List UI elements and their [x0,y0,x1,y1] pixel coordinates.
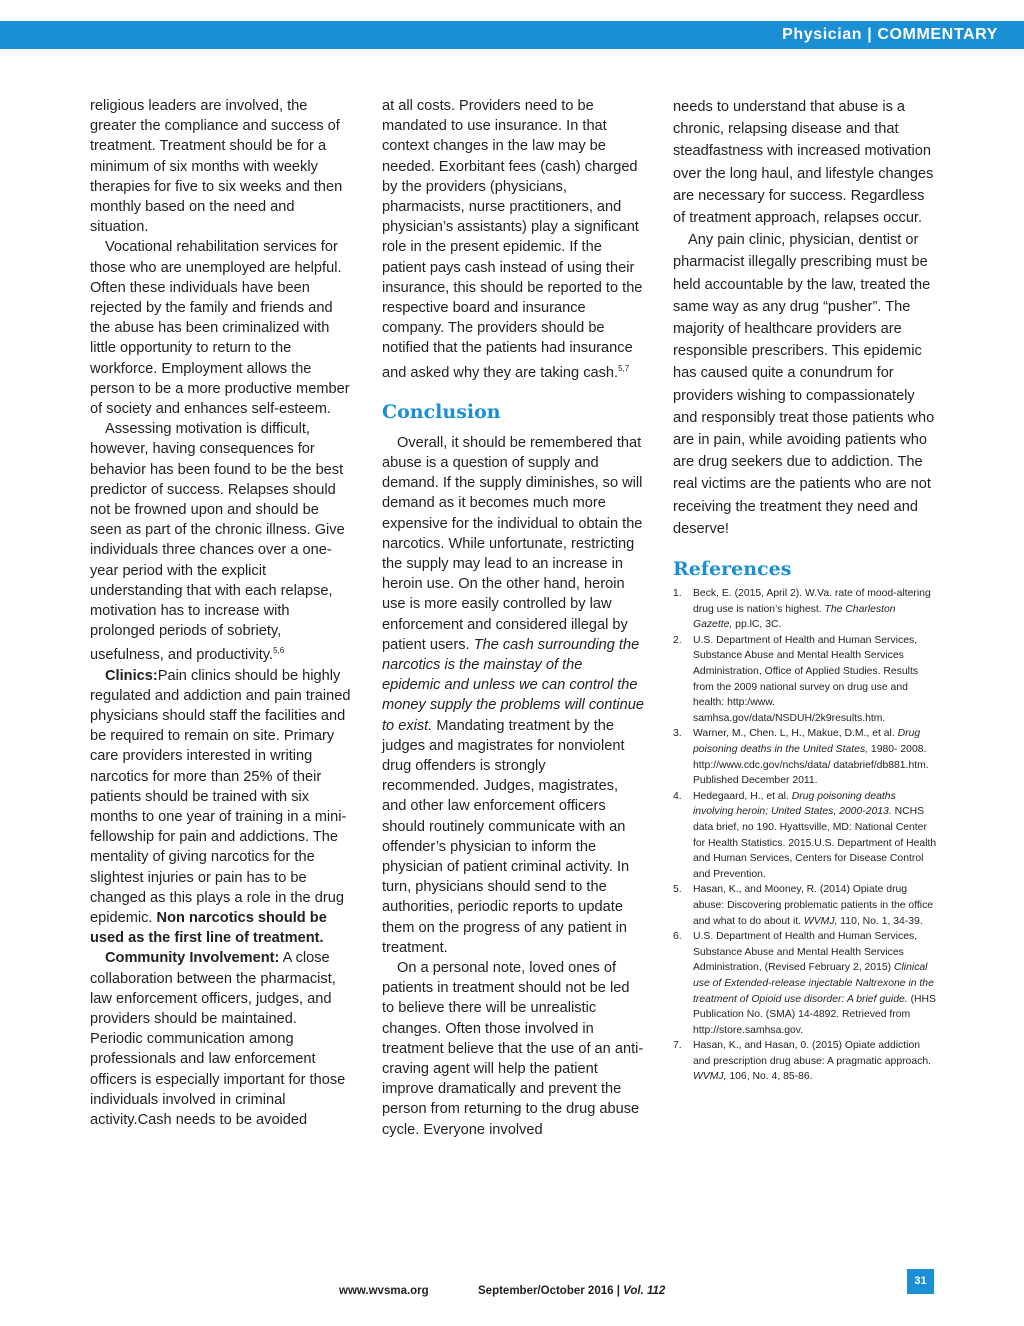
footer-issue [478,1285,665,1297]
reference-number: 2. [673,634,682,646]
reference-number: 5. [673,884,682,896]
reference-number: 4. [673,790,682,802]
paragraph [382,96,644,383]
reference-text: Warner, M., Chen. L, H., Makue, D.M., et al. [693,728,895,740]
column-3 [673,96,937,1085]
reference-text: 106, No. 4, 85-86. [729,1071,813,1083]
reference-text: Hasan, K., and Mooney, R. (2014) Opiate drug abuse: Discovering problematic patients in the office and what to do about it. [693,884,934,927]
paragraph [90,666,352,949]
paragraph [90,419,352,665]
paragraph: needs to understand that abuse is a chronic, relapsing disease and that steadfastness with increased motivation over the long haul, and lifestyle changes are necessary for success. Regardless of treatment approach, relapses occur. [673,99,934,227]
paragraph: Vocational rehabilitation services for those who are unemployed are helpful. Often these individuals have been rejected by the family and friends and the abuse has been criminalized with little opportunity to return to the workforce. Employment allows the person to be a more productive member of society and enhances self-esteem. [90,239,350,418]
reference-italic: Drug poisoning deaths involving heroin; United States, 2000-2013. [693,790,896,818]
bold-statement: Non narcotics should be used as the first line of treatment. [90,909,327,947]
reference-text: Beck, E. (2015, April 2). W.Va. rate of mood-altering drug use is nation’s highest. [693,588,931,615]
italic-statement: The cash surrounding the narcotics is the mainstay of the epidemic and unless we can control the money supply the problems will continue to exist. [382,636,645,734]
reference-text: 110, No. 1, 34-39. [840,915,923,927]
paragraph: Any pain clinic, physician, dentist or pharmacist illegally prescribing must be held accountable by the law, treated the same way as any drug “pusher”. The majority of healthcare providers are responsible prescribers. This epidemic has caused quite a conundrum for providers wishing to compassionately and responsibly treat those patients who are in pain, while avoiding patients who are drug seekers due to addiction. The real victims are the patients who are not receiving the treatment they need and deserve! [673,232,935,537]
issue-date: September/October 2016 | [478,1285,620,1297]
reference-italic: WVMJ, [693,1071,727,1083]
reference-text: NCHS data brief, no 190. Hyattsville, MD: National Center for Health Statistics. 2015.U.S. Department of Health and Human Services, Centers for Disease Control and Prevention. [693,806,937,880]
reference-text: U.S. Department of Health and Human Services, Substance Abuse and Mental Health Services Administration, Office of Applied Studies. Results from the 2009 national survey on drug use and health: http:/www. samhsa.gov/data/NSDUH/2k9results.htm. [693,634,919,724]
reference-item [673,633,937,727]
citation-superscript: 5,7 [618,363,630,373]
citation-superscript: 5,6 [273,646,285,656]
reference-text: Hedegaard, H., et al. [693,790,789,802]
references-heading: References [673,558,792,581]
reference-item [673,586,937,633]
reference-italic: Clinical use of Extended-release injectable Naltrexone in the treatment of Opioid use disorder: A brief guide. [693,962,934,1005]
reference-item [673,1038,937,1085]
paragraph-text: Mandating treatment by the judges and magistrates for nonviolent drug offenders is strongly recommended. Judges, magistrates, and other law enforcement officers should routinely communicate with an offender’s physician to inform the physician of patient criminal activity. In turn, physicians should send to the authorities, periodic reports to update them on the progress of any patient in treatment. [382,717,630,956]
paragraph-text: at all costs. Providers need to be mandated to use insurance. In that context changes in the law may be needed. Exorbitant fees (cash) charged by the providers (physicians, pharmacists, nurse practitioners, and physician’s assistants) play a significant role in the present epidemic. If the patient pays cash instead of using their insurance, this should be reported to the respective board and insurance company. The providers should be notified that the patients had insurance and asked why they are taking cash. [382,98,643,381]
reference-number: 3. [673,728,682,740]
reference-item [673,882,937,929]
reference-text: Hasan, K., and Hasan, 0. (2015) Opiate addiction and prescription drug abuse: A pragmatic approach. [693,1040,931,1067]
reference-text: (HHS Publication No. (SMA) 14-4892. Retrieved from http://store.samhsa.gov. [693,993,936,1036]
conclusion-heading: Conclusion [382,400,501,423]
paragraph-text: Assessing motivation is difficult, however, having consequences for behavior has been found to be the best predictor of success. Relapses should not be frowned upon and should be seen as part of the chronic illness. Give individuals three chances over a one-year period with the explicit understanding that with each relapse, motivation has to increase with prolonged periods of sobriety, usefulness, and productivity. [90,421,345,664]
paragraph-text: Pain clinics should be highly regulated and addiction and pain trained physicians should staff the facilities and be required to remain on site. Primary care providers interested in writing narcotics for more than 25% of their patients should be trained with six months to one year of training in a mini-fellowship for pain and addictions. The mentality of giving narcotics for the slightest injuries or pain has to be changed as this plays a role in the drug epidemic. [90,667,351,926]
paragraph-text: A close collaboration between the pharmacist, law enforcement officers, judges, and providers should be maintained. Periodic communication among professionals and law enforcement officers is especially important for those individuals involved in criminal activity.Cash needs to be avoided [90,950,346,1129]
references-list [673,586,937,1085]
reference-item [673,789,937,883]
reference-text: pp.lC, 3C. [735,619,782,631]
reference-italic: Drug poisoning deaths in the United States, [693,728,921,755]
section-title: Physician | COMMENTARY [782,26,998,43]
reference-text: U.S. Department of Health and Human Services, Substance Abuse and Mental Health Services Administration, (Revised February 2, 2015) [693,931,918,974]
footer-website: www.wvsma.org [339,1285,429,1297]
column-1 [90,96,352,1130]
paragraph-text: Overall, it should be remembered that abuse is a question of supply and demand. If the supply diminishes, so will demand as it becomes much more expensive for the individual to obtain the narcotics. While unfortunate, restricting the supply may lead to an increase in heroin use. On the other hand, heroin use is more easily controlled by law enforcement and considered illegal by patient users. [382,434,643,653]
reference-item [673,726,937,788]
volume-number: Vol. 112 [623,1285,666,1297]
reference-number: 6. [673,931,682,943]
page-number: 31 [907,1269,934,1294]
reference-italic: The Charleston Gazette, [693,603,896,631]
lead-in-clinics: Clinics: [105,667,158,684]
paragraph [382,433,644,958]
column-2 [382,96,644,1140]
paragraph [90,948,352,1130]
lead-in-community: Community Involvement: [105,950,280,967]
header-bar [0,21,1024,49]
reference-item [673,929,937,1038]
reference-italic: WVMJ, [803,915,838,927]
paragraph: religious leaders are involved, the greater the compliance and success of treatment. Treatment should be for a minimum of six months with weekly therapies for five to six weeks and then monthly based on the need and situation. [90,98,343,236]
reference-text: 1980- 2008. http://www.cdc.gov/nchs/data/ databrief/db881.htm. Published December 2011. [693,744,929,787]
reference-number: 7. [673,1040,682,1052]
reference-number: 1. [673,588,682,600]
paragraph: On a personal note, loved ones of patients in treatment should not be led to believe there will be unrealistic changes. Often those involved in treatment believe that the use of an anti-craving agent will help the patient improve dramatically and prevent the person from returning to the drug abuse cycle. Everyone involved [382,959,644,1138]
